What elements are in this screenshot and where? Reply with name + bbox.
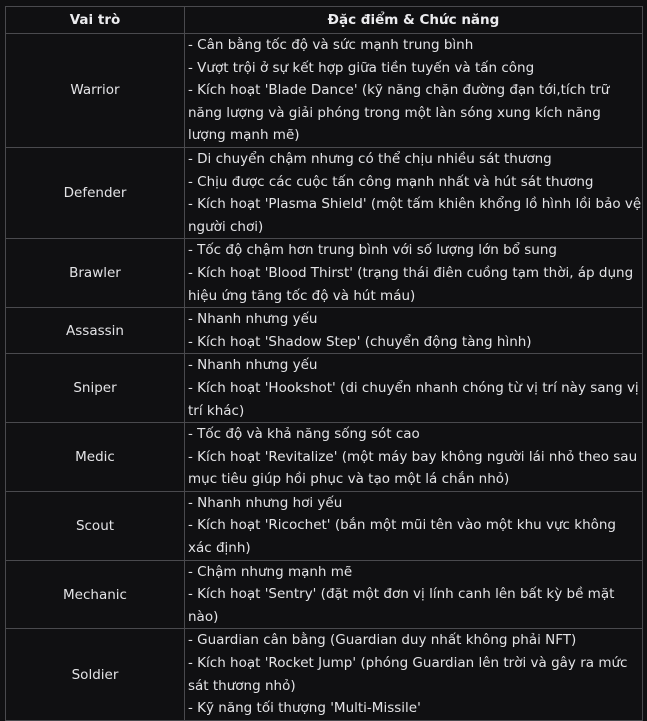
role-cell: Warrior [6,34,185,148]
header-role: Vai trò [6,7,185,34]
description-line: - Nhanh nhưng yếu [188,357,318,374]
role-cell: Defender [6,147,185,238]
description-line: - Kích hoạt 'Hookshot' (di chuyển nhanh chóng từ vị trí này sang vị trí khác) [188,379,639,419]
description-line: - Kích hoạt 'Blood Thirst' (trạng thái điên cuồng tạm thời, áp dụng hiệu ứng tăng tốc độ và hút máu) [188,264,634,304]
description-cell [185,491,643,560]
description-line: - Kích hoạt 'Revitalize' (một máy bay không người lái nhỏ theo sau mục tiêu giúp hồi phục và tạo một lá chắn nhỏ) [188,448,638,488]
role-cell: Scout [6,491,185,560]
table-row [6,34,643,148]
table-row [6,423,643,492]
description-cell [185,34,643,148]
description-cell [185,354,643,423]
description-line: - Kích hoạt 'Plasma Shield' (một tấm khiên khổng lồ hình lồi bảo vệ người chơi) [188,196,642,235]
role-cell: Soldier [6,629,185,720]
description-line: - Kích hoạt 'Shadow Step' (chuyển động tàng hình) [188,333,532,350]
description-line: - Chậm nhưng mạnh mẽ [188,563,353,580]
table-row [6,354,643,423]
description-line: - Vượt trội ở sự kết hợp giữa tiền tuyến và tấn công [188,59,535,76]
description-cell [185,629,643,720]
description-line: - Tốc độ và khả năng sống sót cao [188,426,420,443]
description-line: - Kích hoạt 'Sentry' (đặt một đơn vị lính canh lên bất kỳ bề mặt nào) [188,586,615,625]
roles-table [5,6,643,721]
description-line: - Nhanh nhưng hơi yếu [188,494,343,511]
role-cell: Sniper [6,354,185,423]
role-cell: Medic [6,423,185,492]
table-row [6,629,643,720]
description-line: - Guardian cân bằng (Guardian duy nhất không phải NFT) [188,632,577,649]
description-line: - Chịu được các cuộc tấn công mạnh nhất và hút sát thương [188,173,594,190]
description-line: - Cân bằng tốc độ và sức mạnh trung bình [188,37,474,53]
header-row [6,7,643,34]
description-line: - Tốc độ chậm hơn trung bình với số lượng lớn bổ sung [188,242,557,259]
table-row [6,308,643,354]
table-row [6,491,643,560]
table-row [6,560,643,629]
table-row [6,239,643,308]
description-cell [185,147,643,238]
description-cell [185,239,643,308]
header-description: Đặc điểm & Chức năng [185,7,643,34]
table-row [6,147,643,238]
role-cell: Brawler [6,239,185,308]
description-cell [185,308,643,354]
description-cell [185,560,643,629]
description-cell [185,423,643,492]
description-line: - Kỹ năng tối thượng 'Multi-Missile' [188,700,421,717]
description-line: - Kích hoạt 'Ricochet' (bắn một mũi tên vào một khu vực không xác định) [188,517,617,557]
description-line: - Nhanh nhưng yếu [188,311,318,328]
role-cell: Mechanic [6,560,185,629]
description-line: - Kích hoạt 'Blade Dance' (kỹ năng chặn đường đạn tới,tích trữ năng lượng và giải phóng trong một làn sóng xung kích năng lượng mạnh mẽ) [188,82,610,144]
description-line: - Kích hoạt 'Rocket Jump' (phóng Guardian lên trời và gây ra mức sát thương nhỏ) [188,655,628,694]
description-line: - Di chuyển chậm nhưng có thể chịu nhiều sát thương [188,150,552,167]
role-cell: Assassin [6,308,185,354]
